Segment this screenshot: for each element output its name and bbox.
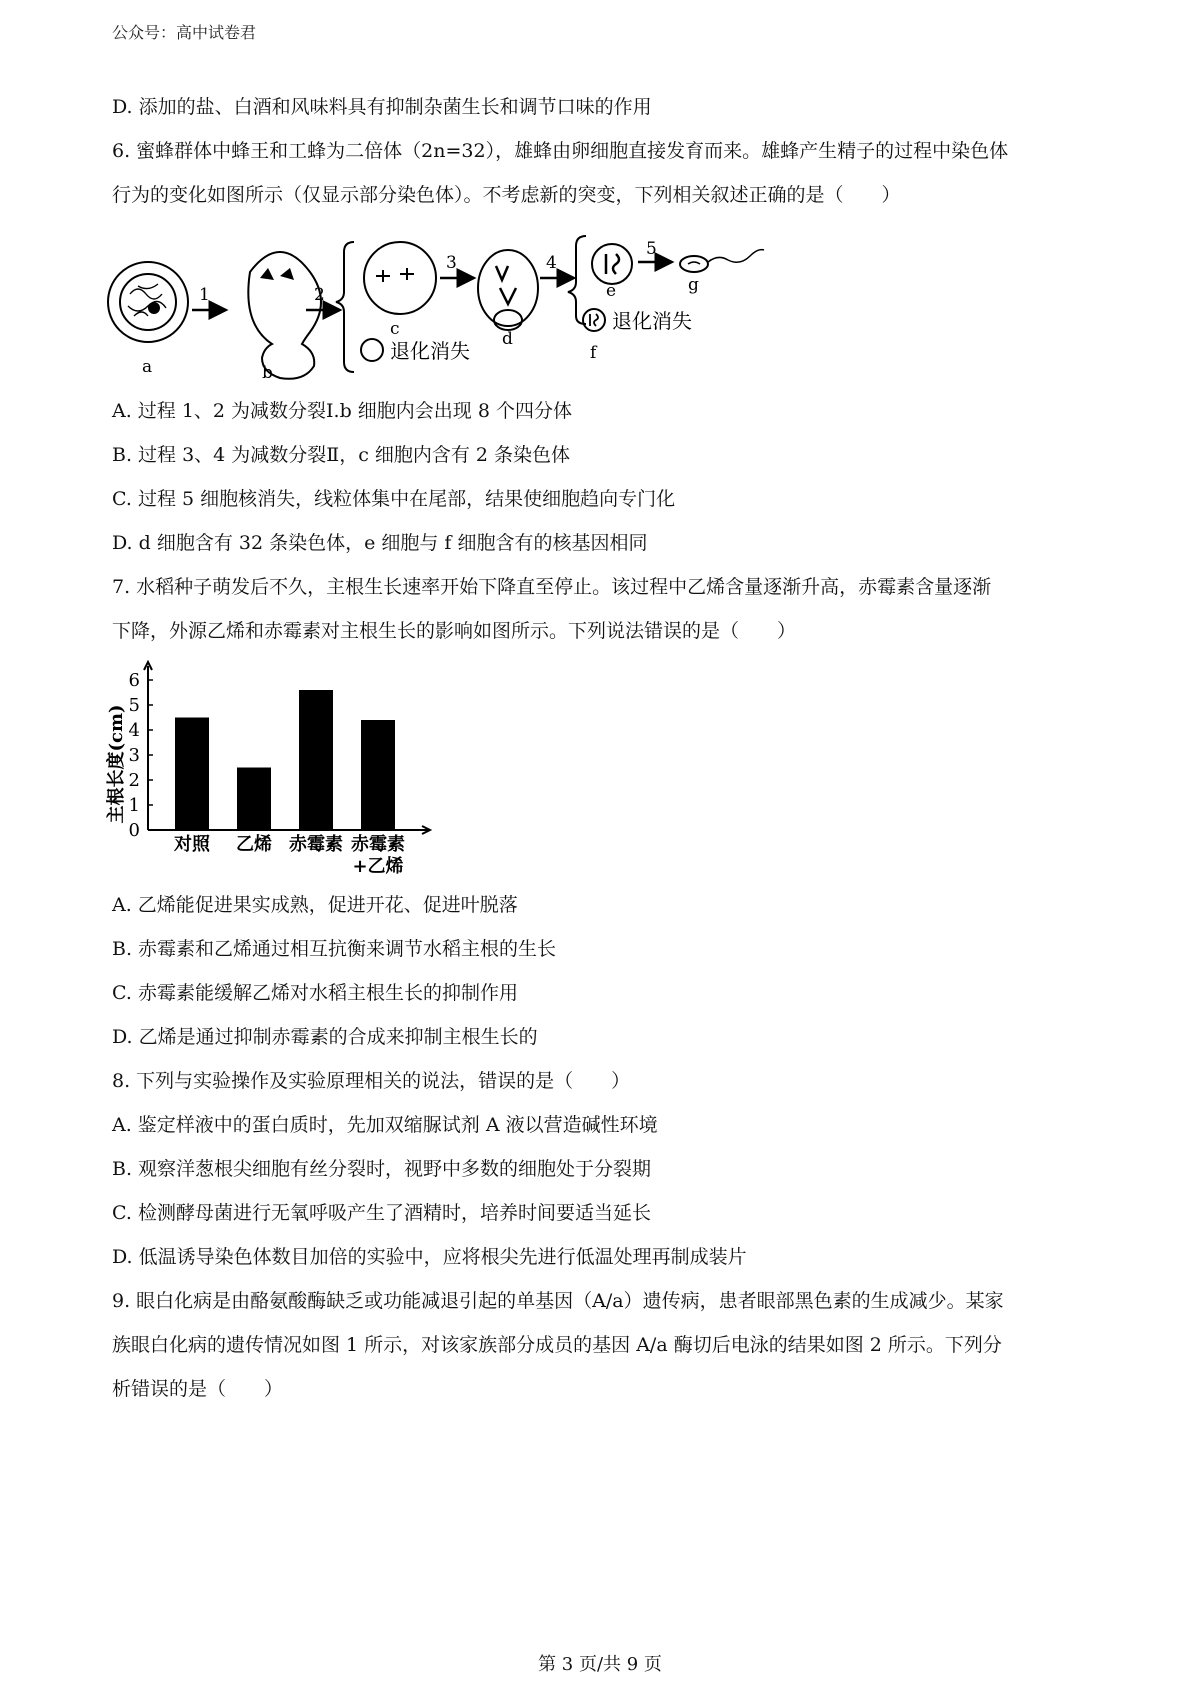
y-tick-label: 0 — [128, 820, 140, 841]
label-e: e — [606, 281, 617, 301]
q6-stem-line1: 6. 蜜蜂群体中蜂王和工蜂为二倍体（2n=32），雄蜂由卵细胞直接发育而来。雄蜂产生精子的过程中染色体 — [112, 140, 1009, 162]
label-g: g — [688, 275, 699, 295]
category-label: 赤霉素 — [289, 834, 343, 855]
q7-option-b: B. 赤霉素和乙烯通过相互抗衡来调节水稻主根的生长 — [112, 938, 557, 960]
q8-option-a: A. 鉴定样液中的蛋白质时，先加双缩脲试剂 A 液以营造碱性环境 — [112, 1114, 658, 1136]
q6-option-b: B. 过程 3、4 为减数分裂Ⅱ，c 细胞内含有 2 条染色体 — [112, 444, 571, 466]
category-label: 对照 — [174, 834, 210, 855]
cell-g — [680, 250, 764, 272]
q9-stem-line1: 9. 眼白化病是由酪氨酸酶缺乏或功能减退引起的单基因（A/a）遗传病，患者眼部黑色素的生成减少。某家 — [112, 1290, 1004, 1312]
cell-b — [248, 252, 321, 379]
q6-option-a: A. 过程 1、2 为减数分裂Ⅰ.b 细胞内会出现 8 个四分体 — [112, 400, 572, 422]
y-tick-label: 5 — [128, 695, 140, 716]
label-a: a — [142, 357, 153, 377]
step-5-label: 5 — [646, 239, 657, 259]
bar — [361, 720, 395, 830]
q6-stem-line2: 行为的变化如图所示（仅显示部分染色体）。不考虑新的突变，下列相关叙述正确的是（ ） — [112, 184, 901, 206]
page-number: 第 3 页/共 9 页 — [538, 1654, 662, 1675]
cell-d — [478, 250, 538, 330]
q6-option-c: C. 过程 5 细胞核消失，线粒体集中在尾部，结果使细胞趋向专门化 — [112, 488, 676, 510]
y-tick-label: 4 — [128, 720, 140, 741]
q8-stem: 8. 下列与实验操作及实验原理相关的说法，错误的是（ ） — [112, 1070, 631, 1092]
label-f: f — [590, 343, 597, 363]
cell-e — [592, 244, 632, 284]
q8-option-b: B. 观察洋葱根尖细胞有丝分裂时，视野中多数的细胞处于分裂期 — [112, 1158, 652, 1180]
q8-option-c: C. 检测酵母菌进行无氧呼吸产生了酒精时，培养时间要适当延长 — [112, 1202, 651, 1224]
y-tick-label: 2 — [128, 770, 140, 791]
step-3-label: 3 — [446, 253, 457, 273]
chart-ylabel: 主根长度(cm) — [106, 704, 127, 824]
q7-option-a: A. 乙烯能促进果实成熟，促进开花、促进叶脱落 — [112, 894, 518, 916]
q9-stem-line2: 族眼白化病的遗传情况如图 1 所示，对该家族部分成员的基因 A/a 酶切后电泳的结果如图 2 所示。下列分 — [112, 1334, 1002, 1356]
category-label: 赤霉素 — [351, 834, 405, 855]
label-d: d — [502, 329, 513, 349]
label-c: c — [390, 319, 400, 339]
cell-c — [364, 242, 436, 314]
q8-option-d: D. 低温诱导染色体数目加倍的实验中，应将根尖先进行低温处理再制成装片 — [112, 1246, 747, 1268]
q7-option-c: C. 赤霉素能缓解乙烯对水稻主根生长的抑制作用 — [112, 982, 518, 1004]
y-tick-label: 1 — [128, 795, 140, 816]
step-2-label: 2 — [314, 285, 325, 305]
degenerate-text-2: 退化消失 — [612, 309, 692, 333]
label-b: b — [262, 363, 273, 382]
bar — [237, 768, 271, 831]
cell-a — [108, 262, 188, 342]
step-1-label: 1 — [199, 285, 210, 305]
q5-option-d: D. 添加的盐、白酒和风味料具有抑制杂菌生长和调节口味的作用 — [112, 96, 652, 118]
q9-stem-line3: 析错误的是（ ） — [112, 1378, 284, 1400]
q7-stem-line1: 7. 水稻种子萌发后不久，主根生长速率开始下降直至停止。该过程中乙烯含量逐渐升高，赤霉素含量逐渐 — [112, 576, 992, 598]
meiosis-figure — [100, 232, 780, 382]
source-header: 公众号：高中试卷君 — [112, 23, 257, 42]
category-label: +乙烯 — [352, 856, 404, 877]
bar — [175, 718, 209, 831]
degenerate-text-1: 退化消失 — [390, 339, 470, 363]
y-tick-label: 6 — [128, 670, 140, 691]
q7-option-d: D. 乙烯是通过抑制赤霉素的合成来抑制主根生长的 — [112, 1026, 538, 1048]
q6-option-d: D. d 细胞含有 32 条染色体，e 细胞与 f 细胞含有的核基因相同 — [112, 532, 648, 554]
cell-f — [583, 309, 605, 331]
category-label: 乙烯 — [236, 834, 272, 855]
step-4-label: 4 — [546, 253, 557, 273]
y-tick-label: 3 — [128, 745, 140, 766]
bar — [299, 690, 333, 830]
q7-stem-line2: 下降，外源乙烯和赤霉素对主根生长的影响如图所示。下列说法错误的是（ ） — [112, 620, 797, 642]
root-length-chart — [100, 652, 460, 882]
